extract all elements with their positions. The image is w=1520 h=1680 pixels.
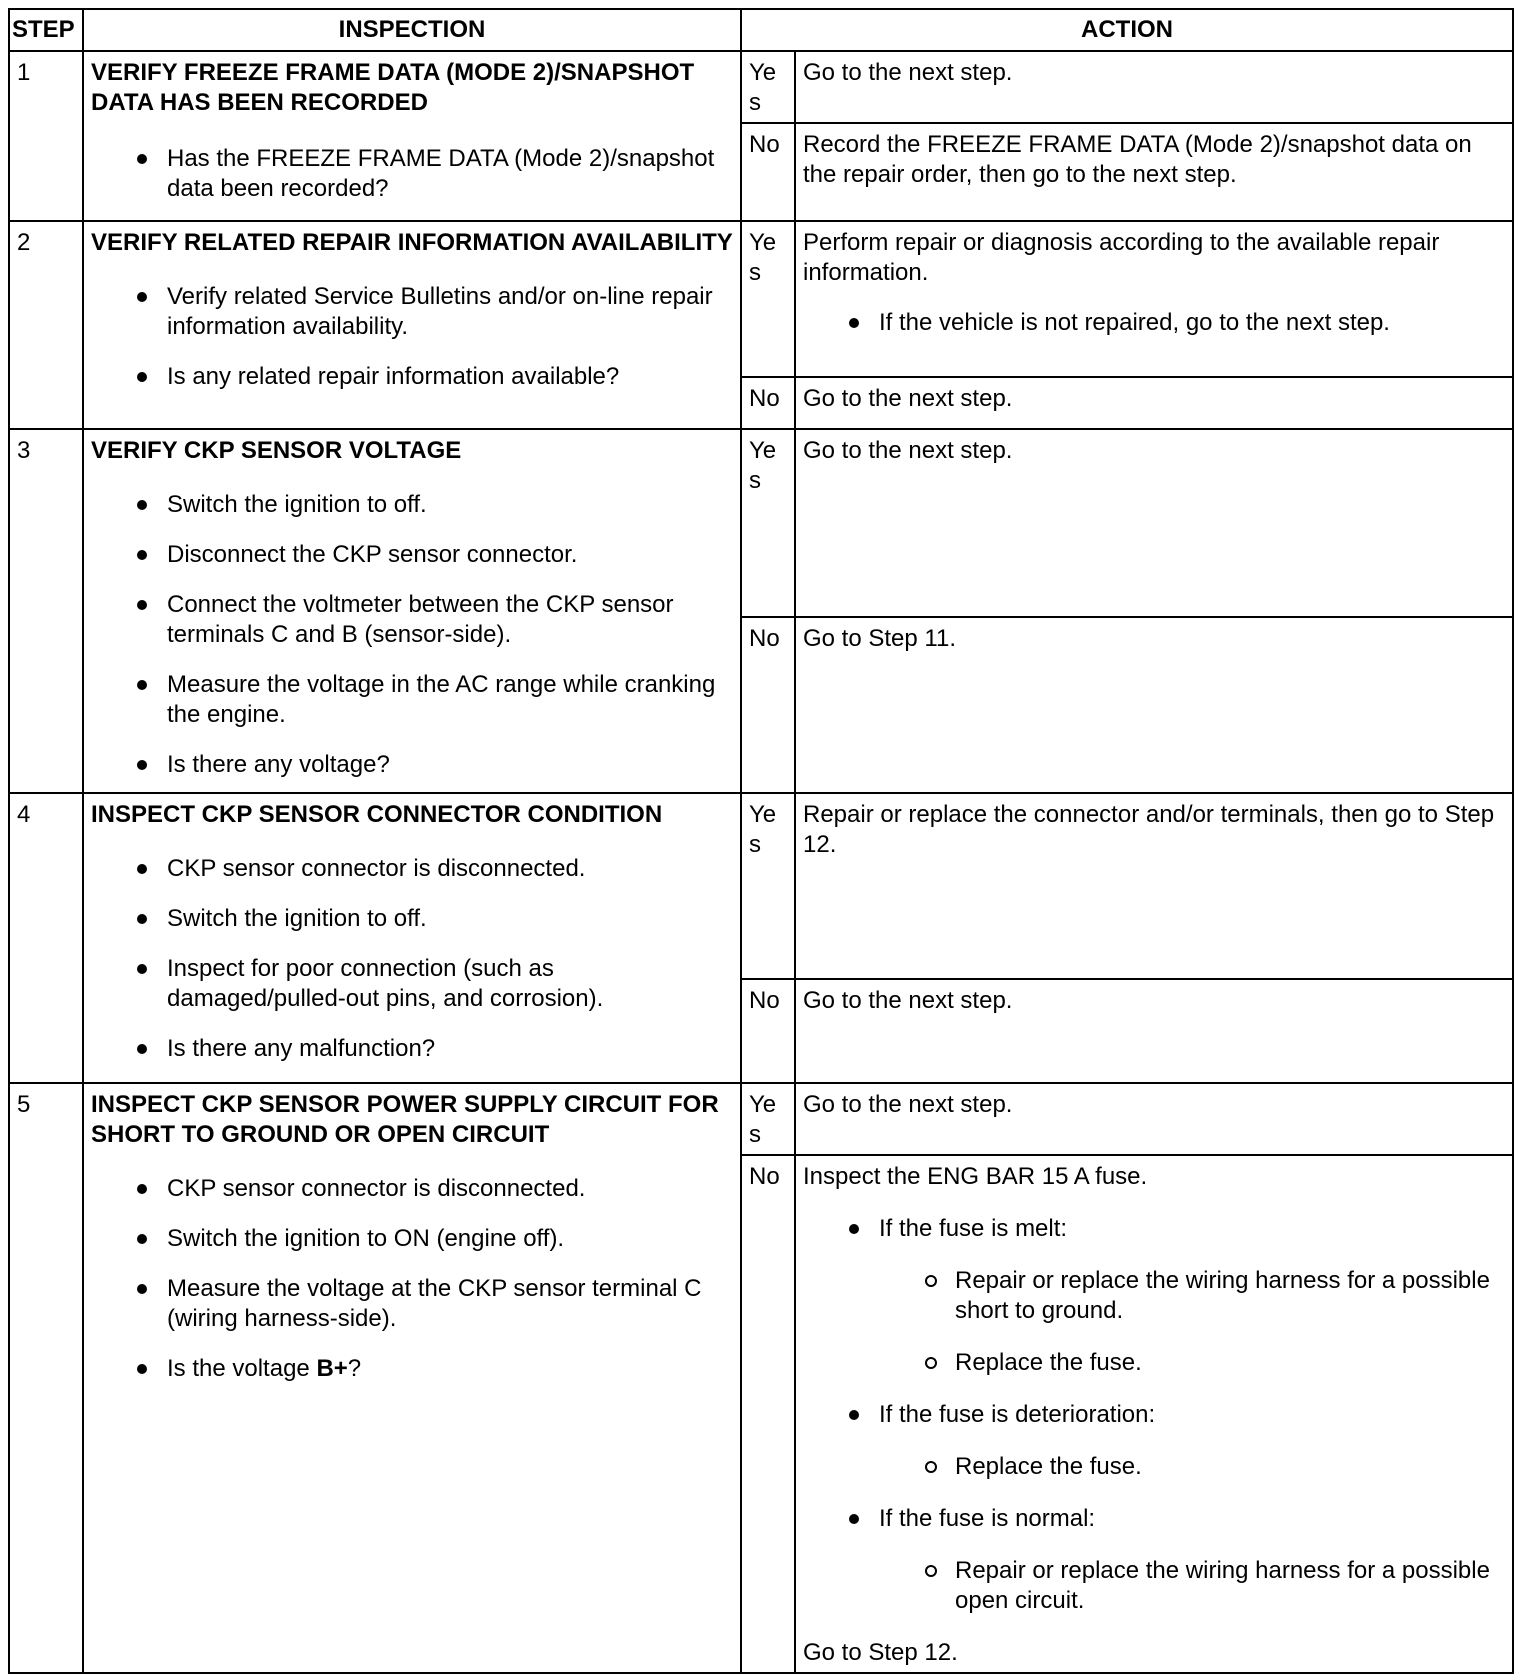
step-4-yes-row [9, 793, 1513, 979]
inspection-bullet: Is any related repair information available? [167, 362, 733, 392]
inspection-question: Is the voltage B+? [167, 1354, 733, 1384]
step-4-inspection [83, 793, 741, 1083]
step-number: 1 [9, 51, 83, 221]
step-number: 4 [9, 793, 83, 1083]
no-action: Inspect the ENG BAR 15 A fuse. If the fuse is melt: Repair or replace the wiring harness for a possible short to ground. Replace the fuse. If the fuse is deterioration: Replace the fuse. If the fuse is normal: Repair or replace the wiring harness for a possible open circuit. Go to Step 12. [795, 1155, 1513, 1673]
inspection-bullet: Switch the ignition to off. [167, 904, 733, 934]
step-title: INSPECT CKP SENSOR POWER SUPPLY CIRCUIT FOR SHORT TO GROUND OR OPEN CIRCUIT [91, 1091, 719, 1148]
yes-action: Go to the next step. [795, 429, 1513, 617]
step-3-yes-row [9, 429, 1513, 617]
inspection-bullet: Verify related Service Bulletins and/or on-line repair information availability. [167, 282, 733, 342]
fuse-case-item: Replace the fuse. [955, 1452, 1505, 1482]
diagnostic-procedure-page [8, 8, 1512, 1668]
no-final-action: Go to Step 12. [803, 1639, 958, 1666]
step-3-inspection [83, 429, 741, 793]
inspection-bullet: Inspect for poor connection (such as damaged/pulled-out pins, and corrosion). [167, 954, 733, 1014]
step-2-yes-row [9, 221, 1513, 377]
yes-action: Repair or replace the connector and/or terminals, then go to Step 12. [795, 793, 1513, 979]
step-title: VERIFY RELATED REPAIR INFORMATION AVAILABILITY [91, 229, 733, 256]
step-1-inspection [83, 51, 741, 221]
step-number: 3 [9, 429, 83, 793]
step-5-inspection [83, 1083, 741, 1673]
fuse-case: If the fuse is melt: Repair or replace the wiring harness for a possible short to ground. Replace the fuse. [879, 1214, 1505, 1378]
fuse-case-item: Repair or replace the wiring harness for a possible short to ground. [955, 1266, 1505, 1326]
yes-action: Go to the next step. [795, 1083, 1513, 1155]
step-number: 5 [9, 1083, 83, 1673]
inspection-bullet: Switch the ignition to off. [167, 490, 733, 520]
yes-label: Yes [741, 221, 795, 377]
inspection-bullet: Measure the voltage at the CKP sensor terminal C (wiring harness-side). [167, 1274, 733, 1334]
no-label: No [741, 617, 795, 793]
no-action: Record the FREEZE FRAME DATA (Mode 2)/snapshot data on the repair order, then go to the next step. [795, 123, 1513, 221]
inspection-bullet: Has the FREEZE FRAME DATA (Mode 2)/snapshot data been recorded? [167, 144, 733, 204]
diagnostic-table [8, 8, 1514, 1674]
fuse-case: If the fuse is deterioration: Replace the fuse. [879, 1400, 1505, 1482]
no-action: Go to Step 11. [795, 617, 1513, 793]
inspection-bullet: Measure the voltage in the AC range while cranking the engine. [167, 670, 733, 730]
action-bullet: If the vehicle is not repaired, go to the next step. [879, 308, 1505, 338]
inspection-bullet: Is there any voltage? [167, 750, 733, 780]
inspection-bullet: CKP sensor connector is disconnected. [167, 1174, 733, 1204]
no-action: Go to the next step. [795, 377, 1513, 429]
step-5-yes-row [9, 1083, 1513, 1155]
no-label: No [741, 979, 795, 1083]
header-row [9, 9, 1513, 51]
step-title: VERIFY FREEZE FRAME DATA (MODE 2)/SNAPSHOT DATA HAS BEEN RECORDED [91, 59, 695, 116]
header-inspection: INSPECTION [83, 9, 741, 51]
yes-label: Yes [741, 429, 795, 617]
inspection-bullet: Disconnect the CKP sensor connector. [167, 540, 733, 570]
yes-label: Yes [741, 51, 795, 123]
header-action: ACTION [741, 9, 1513, 51]
inspection-bullet: Connect the voltmeter between the CKP sensor terminals C and B (sensor-side). [167, 590, 733, 650]
header-step: STEP [9, 9, 83, 51]
no-label: No [741, 123, 795, 221]
inspection-bullet: Is there any malfunction? [167, 1034, 733, 1064]
yes-action: Perform repair or diagnosis according to the available repair information. If the vehicle is not repaired, go to the next step. [795, 221, 1513, 377]
step-number: 2 [9, 221, 83, 429]
step-1-yes-row [9, 51, 1513, 123]
step-title: VERIFY CKP SENSOR VOLTAGE [91, 437, 462, 464]
fuse-case-item: Replace the fuse. [955, 1348, 1505, 1378]
step-2-inspection [83, 221, 741, 429]
yes-label: Yes [741, 793, 795, 979]
fuse-case: If the fuse is normal: Repair or replace the wiring harness for a possible open circuit. [879, 1504, 1505, 1616]
no-label: No [741, 377, 795, 429]
no-label: No [741, 1155, 795, 1673]
step-title: INSPECT CKP SENSOR CONNECTOR CONDITION [91, 801, 663, 828]
inspection-bullet: Switch the ignition to ON (engine off). [167, 1224, 733, 1254]
fuse-case-item: Repair or replace the wiring harness for a possible open circuit. [955, 1556, 1505, 1616]
yes-action: Go to the next step. [795, 51, 1513, 123]
yes-label: Yes [741, 1083, 795, 1155]
inspection-bullet: CKP sensor connector is disconnected. [167, 854, 733, 884]
no-action: Go to the next step. [795, 979, 1513, 1083]
